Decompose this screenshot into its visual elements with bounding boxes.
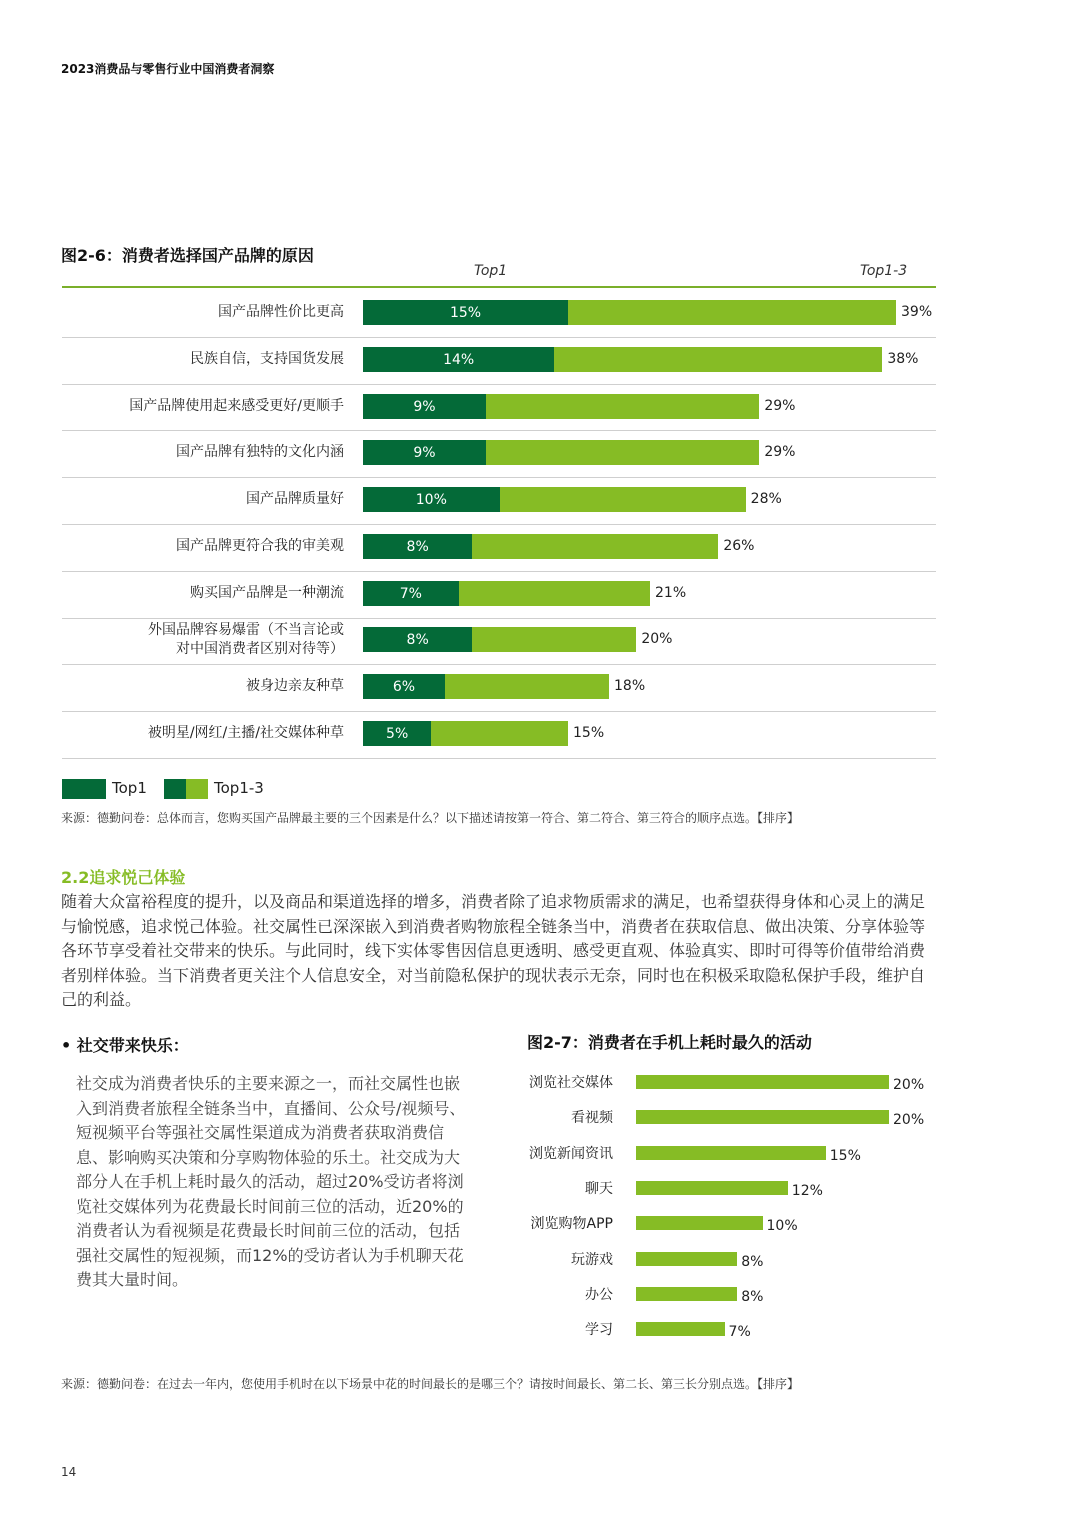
figure-2-7-title: 图2-7：消费者在手机上耗时最久的活动 — [527, 1033, 812, 1052]
bullet-title: • 社交带来快乐： — [61, 1036, 189, 1055]
row-label-line: 国产品牌性价比更高 — [218, 304, 344, 320]
column-header-top1-3: Top1-3 — [860, 263, 908, 279]
activity-bar — [636, 1252, 737, 1266]
value-label-top1-3: 26% — [723, 538, 755, 554]
bar-top1: 9% — [363, 394, 486, 419]
value-label-top1-3: 38% — [887, 351, 919, 367]
row-label-line: 民族自信，支持国货发展 — [190, 351, 344, 367]
report-header-title: 2023消费品与零售行业中国消费者洞察 — [61, 62, 275, 76]
figure-2-6-title: 图2-6：消费者选择国产品牌的原因 — [61, 246, 314, 265]
column-header-top1: Top1 — [474, 263, 508, 279]
figure-2-6-source: 来源：德勤问卷：总体而言，您购买国产品牌最主要的三个因素是什么？以下描述请按第一符合、第二符合、第三符合的顺序点选。【排序】 — [61, 811, 800, 825]
activity-bar — [636, 1110, 889, 1124]
value-label-top1-3: 20% — [641, 631, 673, 647]
value-label-top1-3: 29% — [764, 444, 796, 460]
bar-top1: 6% — [363, 674, 445, 699]
activity-value: 8% — [741, 1254, 764, 1270]
row-label-line: 对中国消费者区别对待等） — [176, 641, 344, 657]
bar-top1: 8% — [363, 534, 472, 559]
value-label-top1-3: 18% — [614, 678, 646, 694]
value-label-top1-3: 28% — [750, 491, 782, 507]
row-label-line: 被身边亲友种草 — [246, 678, 344, 694]
activity-value: 12% — [791, 1183, 823, 1199]
row-label-line: 外国品牌容易爆雷（不当言论或 — [148, 622, 344, 638]
activity-bar — [636, 1216, 763, 1230]
activity-value: 20% — [893, 1112, 925, 1128]
value-label-top1-3: 29% — [764, 398, 796, 414]
activity-label: 办公 — [585, 1287, 613, 1303]
activity-label: 学习 — [585, 1322, 613, 1338]
activity-value: 10% — [766, 1218, 798, 1234]
bar-top1: 7% — [363, 581, 459, 606]
bar-top1: 15% — [363, 300, 568, 325]
activity-value: 8% — [741, 1289, 764, 1305]
page-number: 14 — [61, 1465, 77, 1479]
section-title: 2.2追求悦己体验 — [61, 868, 186, 887]
activity-bar — [636, 1146, 826, 1160]
activity-label: 聊天 — [585, 1181, 613, 1197]
activity-bar — [636, 1075, 889, 1089]
row-label-line: 国产品牌质量好 — [246, 491, 344, 507]
activity-label: 看视频 — [571, 1110, 613, 1126]
bar-top1: 9% — [363, 440, 486, 465]
value-label-top1-3: 21% — [655, 585, 687, 601]
activity-value: 15% — [829, 1148, 861, 1164]
row-label-line: 国产品牌有独特的文化内涵 — [176, 444, 344, 460]
value-label-top1-3: 39% — [901, 304, 933, 320]
bar-top1: 8% — [363, 627, 472, 652]
row-label-line: 国产品牌更符合我的审美观 — [176, 538, 344, 554]
activity-label: 浏览社交媒体 — [529, 1075, 613, 1091]
activity-bar — [636, 1322, 725, 1336]
bar-top1: 14% — [363, 347, 554, 372]
bar-top1: 10% — [363, 487, 500, 512]
figure-2-7-source: 来源：德勤问卷：在过去一年内，您使用手机时在以下场景中花的时间最长的是哪三个？请按时间最长、第二长、第三长分别点选。【排序】 — [61, 1377, 800, 1391]
row-label-line: 购买国产品牌是一种潮流 — [190, 585, 344, 601]
activity-label: 浏览新闻资讯 — [529, 1146, 613, 1162]
activity-bar — [636, 1287, 737, 1301]
value-label-top1-3: 15% — [573, 725, 605, 741]
bullet-paragraph: 社交成为消费者快乐的主要来源之一，而社交属性也嵌入到消费者旅程全链条当中，直播间、公众号/视频号、短视频平台等强社交属性渠道成为消费者获取消费信息、影响购买决策和分享购物体验的乐土。社交成为大部分人在手机上耗时最久的活动，超过20%受访者将浏览社交媒体列为花费最长时间前三位的活动，近20%的消费者认为看视频是花费最长时间前三位的活动，包括强社交属性的短视频，而12%的受访者认为手机聊天花费其大量时间。 — [76, 1074, 466, 1289]
bar-top1: 5% — [363, 721, 431, 746]
legend-label-top1-3: Top1-3 — [214, 779, 264, 797]
legend-label-top1: Top1 — [112, 779, 147, 797]
activity-label: 玩游戏 — [571, 1252, 613, 1268]
activity-value: 20% — [893, 1077, 925, 1093]
section-paragraph: 随着大众富裕程度的提升，以及商品和渠道选择的增多，消费者除了追求物质需求的满足，也希望获得身体和心灵上的满足与愉悦感，追求悦己体验。社交属性已深深嵌入到消费者购物旅程全链条当中，消费者在获取信息、做出决策、分享体验等各环节享受着社交带来的快乐。与此同时，线下实体零售因信息更透明、感受更直观、体验真实、即时可得等价值带给消费者别样体验。当下消费者更关注个人信息安全，对当前隐私保护的现状表示无奈，同时也在积极采取隐私保护手段，维护自己的利益。 — [61, 892, 926, 1009]
activity-label: 浏览购物APP — [530, 1216, 613, 1232]
activity-bar — [636, 1181, 788, 1195]
row-label-line: 国产品牌使用起来感受更好/更顺手 — [129, 398, 344, 414]
activity-value: 7% — [728, 1324, 751, 1340]
row-label-line: 被明星/网红/主播/社交媒体种草 — [147, 725, 344, 741]
